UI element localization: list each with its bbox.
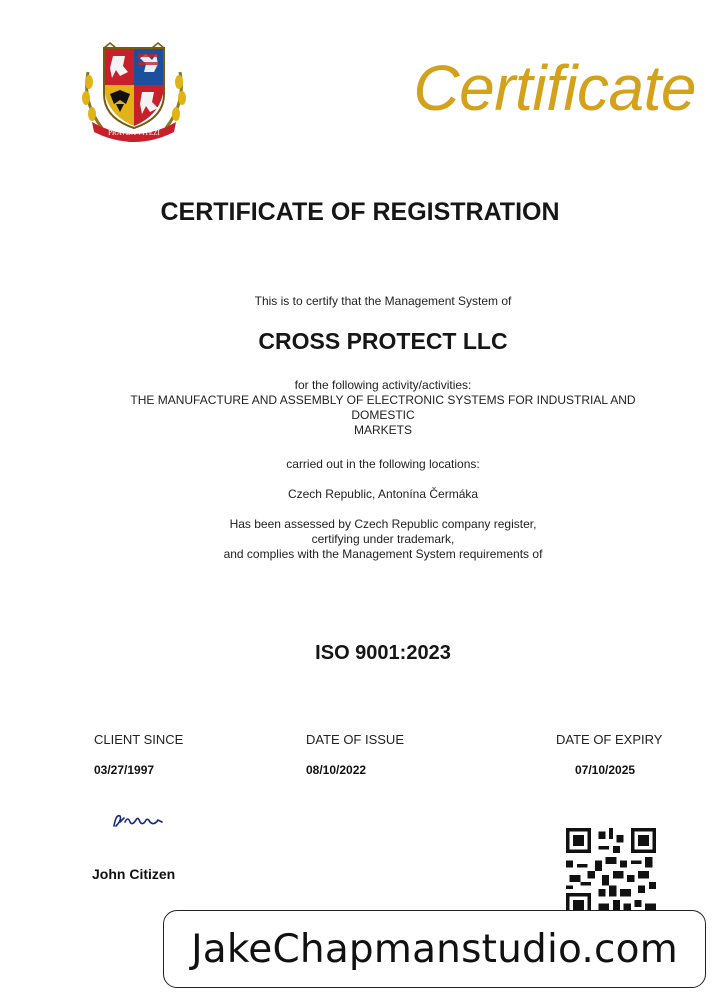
iso-standard: ISO 9001:2023 — [315, 642, 451, 664]
assessment-line: Has been assessed by Czech Republic company register, — [229, 517, 537, 531]
client-since-label: CLIENT SINCE — [94, 732, 184, 747]
assessment-line: certifying under trademark, — [311, 532, 455, 546]
assessment-block — [0, 517, 720, 562]
activity-line: THE MANUFACTURE AND ASSEMBLY OF ELECTRONIC SYSTEMS FOR INDUSTRIAL AND — [130, 393, 636, 407]
coat-of-arms-icon — [80, 42, 188, 142]
locations-intro: carried out in the following locations: — [286, 457, 480, 471]
activity-intro: for the following activity/activities: — [294, 378, 472, 392]
activity-block — [0, 378, 720, 438]
locations-value: Czech Republic, Antonína Čermáka — [287, 487, 479, 501]
assessment-line: and complies with the Management System requirements of — [223, 547, 543, 561]
brand-heading: Certificate — [413, 52, 696, 124]
signature-icon — [110, 808, 170, 832]
activity-line: MARKETS — [353, 423, 412, 437]
qr-code-icon — [566, 828, 656, 918]
watermark-banner: JakeChapmanstudio.com — [163, 910, 706, 988]
certificate-title: CERTIFICATE OF REGISTRATION — [160, 198, 560, 226]
signer-name: John Citizen — [92, 866, 176, 882]
date-of-issue-value: 08/10/2022 — [306, 763, 367, 777]
emblem-motto: PRAVDA VÍTĚZÍ — [108, 129, 160, 137]
date-of-issue-label: DATE OF ISSUE — [306, 732, 404, 747]
activity-line: DOMESTIC — [351, 408, 415, 422]
date-of-expiry-value: 07/10/2025 — [575, 763, 636, 777]
intro-text: This is to certify that the Management System of — [254, 294, 512, 308]
client-since-value: 03/27/1997 — [94, 763, 155, 777]
company-name: CROSS PROTECT LLC — [258, 328, 508, 354]
date-of-expiry-label: DATE OF EXPIRY — [556, 732, 663, 747]
